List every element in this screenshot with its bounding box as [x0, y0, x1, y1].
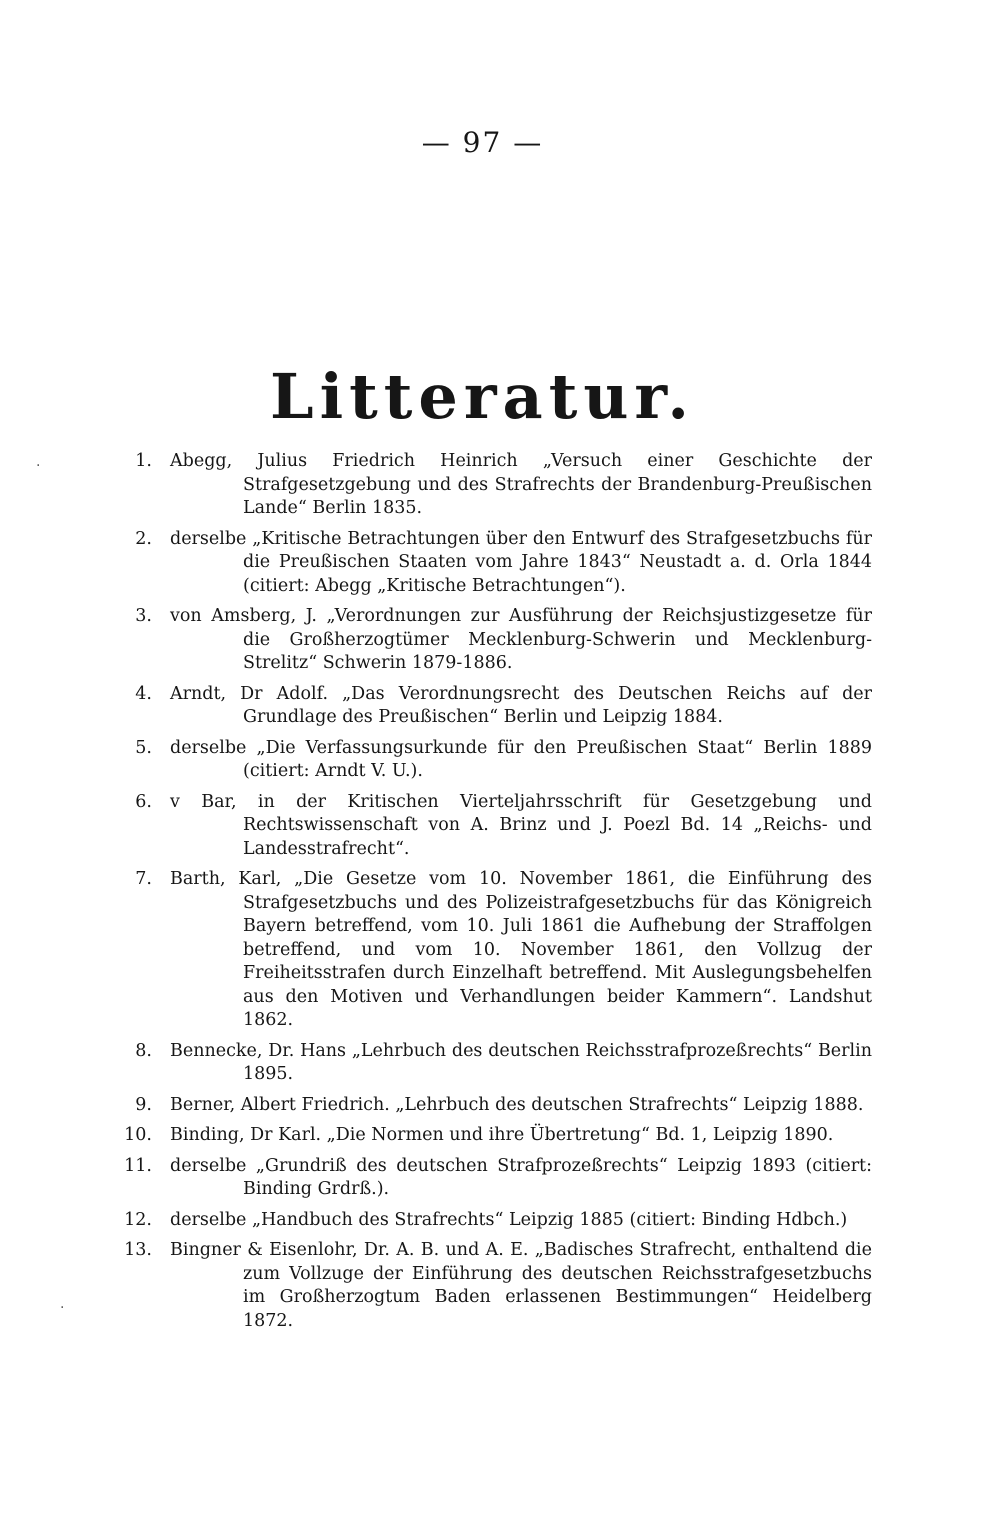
entry-number: 10. [124, 1125, 152, 1145]
scan-speck: · [60, 1300, 65, 1316]
list-item [114, 737, 872, 784]
entry-number: 13. [124, 1240, 152, 1260]
entry-text: Bingner & Eisenlohr, Dr. A. B. und A. E. „Badisches Strafrecht, enthaltend die zum Vollzuge der Einführung des deutschen Reichsstrafgesetzbuchs im Großherzogtum Baden erlassenen Bestimmungen“ Heidelberg 1872. [170, 1240, 872, 1331]
bibliography-list [114, 450, 872, 1340]
entry-number: 11. [124, 1155, 152, 1176]
entry-text: derselbe „Handbuch des Strafrechts“ Leipzig 1885 (citiert: Binding Hdbch.) [170, 1209, 848, 1230]
entry-text: Barth, Karl, „Die Gesetze vom 10. November 1861, die Einführung des Strafgesetzbuchs und des Polizeistrafgesetzbuchs für das Königreich Bayern betreffend, vom 10. Juli 1861 die Aufhebung der Straffolgen betreffend, und vom 10. November 1861, den Vollzug der Freiheitsstrafen durch Einzelhaft betreffend. Mit Auslegungsbehelfen aus den Motiven und Verhandlungen beider Kammern“. Landshut 1862. [170, 869, 872, 1030]
list-item [114, 528, 872, 599]
entry-number: 6. [135, 791, 152, 812]
entry-text: derselbe „Die Verfassungsurkunde für den Preußischen Staat“ Berlin 1889 (citiert: Arndt V. U.). [170, 737, 872, 781]
entry-number: 2. [135, 528, 152, 549]
entry-number: 7. [135, 869, 152, 889]
entry-number: 5. [135, 737, 152, 758]
entry-text: derselbe „Kritische Betrachtungen über den Entwurf des Strafgesetzbuchs für die Preußischen Staaten vom Jahre 1843“ Neustadt a. d. Orla 1844 (citiert: Abegg „Kritische Betrachtungen“). [170, 528, 872, 596]
entry-text: Abegg, Julius Friedrich Heinrich „Versuch einer Geschichte der Strafgesetzgebung und des Strafrechts der Brandenburg-Preußischen Lande“ Berlin 1835. [170, 451, 872, 518]
entry-text: v Bar, in der Kritischen Vierteljahrsschrift für Gesetzgebung und Rechtswissenschaft von A. Brinz und J. Poezl Bd. 14 „Reichs- und Landesstrafrecht“. [170, 791, 872, 859]
list-item [114, 1155, 872, 1202]
page-number: — 97 — [421, 126, 544, 159]
entry-number: 4. [135, 683, 152, 704]
list-item [114, 605, 872, 676]
list-item [114, 1124, 872, 1148]
entry-text: von Amsberg, J. „Verordnungen zur Ausführung der Reichsjustizgesetze für die Großherzogtümer Mecklenburg-Schwerin und Mecklenburg-Strelitz“ Schwerin 1879-1886. [170, 606, 872, 673]
entry-text: Bennecke, Dr. Hans „Lehrbuch des deutschen Reichsstrafprozeßrechts“ Berlin 1895. [170, 1040, 872, 1084]
entry-number: 8. [135, 1040, 152, 1061]
entry-text: Binding, Dr Karl. „Die Normen und ihre Übertretung“ Bd. 1, Leipzig 1890. [170, 1125, 834, 1145]
entry-number: 9. [135, 1094, 152, 1115]
entry-text: Berner, Albert Friedrich. „Lehrbuch des deutschen Strafrechts“ Leipzig 1888. [170, 1094, 864, 1115]
entry-text: Arndt, Dr Adolf. „Das Verordnungsrecht des Deutschen Reichs auf der Grundlage des Preußischen“ Berlin und Leipzig 1884. [170, 683, 872, 727]
list-item [114, 450, 872, 521]
list-item [114, 1094, 872, 1118]
list-item [114, 791, 872, 862]
list-item [114, 868, 872, 1033]
entry-text: derselbe „Grundriß des deutschen Strafprozeßrechts“ Leipzig 1893 (citiert: Binding Grdrß.). [170, 1155, 872, 1199]
list-item [114, 1239, 872, 1333]
entry-number: 3. [135, 606, 152, 626]
list-item [114, 1040, 872, 1087]
list-item [114, 683, 872, 730]
list-item [114, 1209, 872, 1233]
page-title: Litteratur. [270, 360, 695, 433]
scan-speck: · [36, 458, 41, 474]
entry-number: 12. [124, 1209, 152, 1230]
entry-number: 1. [135, 451, 152, 471]
